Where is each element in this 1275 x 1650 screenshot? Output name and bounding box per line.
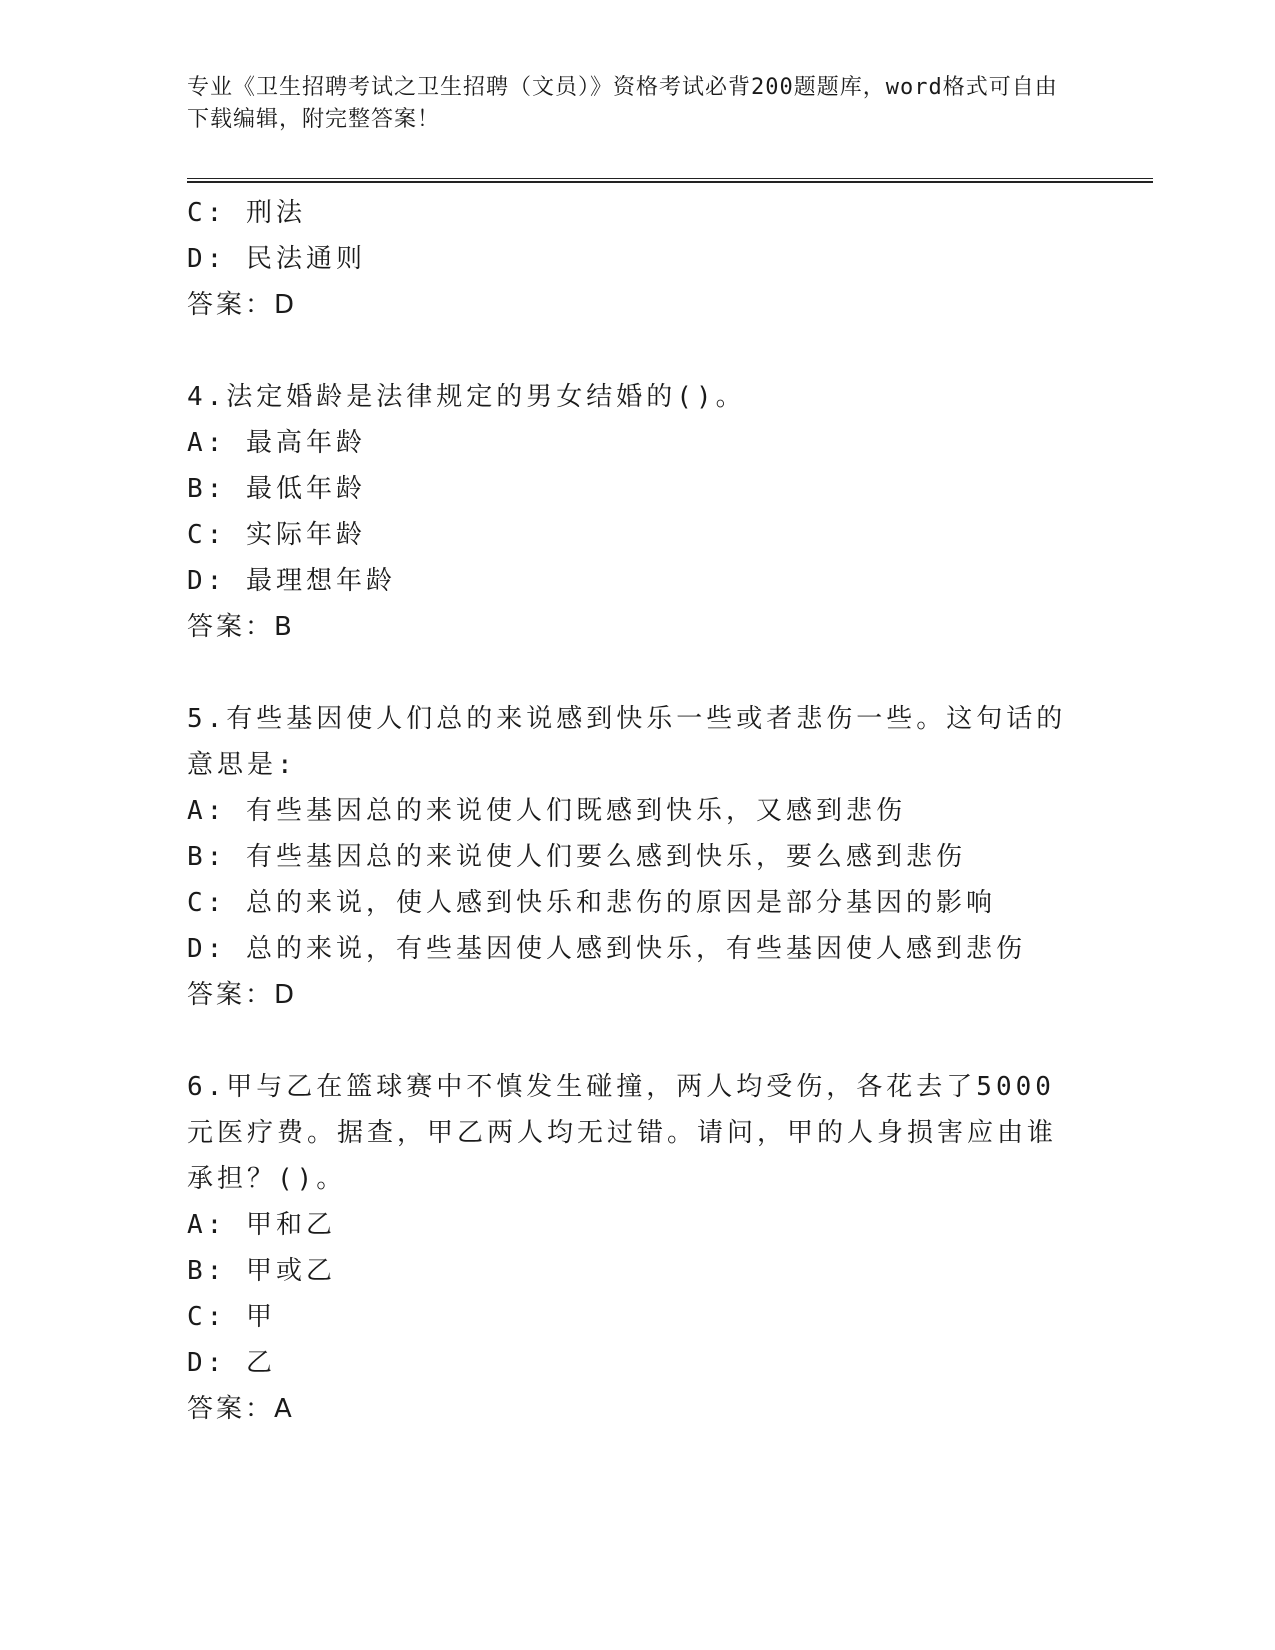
option-b: B: 最低年龄 [187, 474, 366, 504]
option-d: D: 总的来说，有些基因使人感到快乐，有些基因使人感到悲伤 [187, 934, 1026, 964]
option-a: A: 有些基因总的来说使人们既感到快乐，又感到悲伤 [187, 796, 906, 826]
option-d: D: 民法通则 [187, 244, 366, 274]
question-6-text: 6.甲与乙在篮球赛中不慎发生碰撞，两人均受伤，各花去了5000元医疗费。据查，甲乙两人均无过错。请问，甲的人身损害应由谁承担？()。 [187, 1072, 1058, 1194]
option-a: A: 最高年龄 [187, 428, 366, 458]
answer-line: 答案：A [187, 1394, 295, 1424]
option-d: D: 乙 [187, 1348, 276, 1378]
answer-line: 答案：D [187, 980, 298, 1010]
answer-line: 答案：B [187, 612, 295, 642]
question-5-text: 5.有些基因使人们总的来说感到快乐一些或者悲伤一些。这句话的意思是: [187, 704, 1067, 780]
question-4-text: 4.法定婚龄是法律规定的男女结婚的()。 [187, 382, 746, 412]
option-c: C: 甲 [187, 1302, 276, 1332]
spacer [187, 328, 1153, 374]
option-d: D: 最理想年龄 [187, 566, 396, 596]
option-a: A: 甲和乙 [187, 1210, 336, 1240]
header-divider [187, 178, 1153, 183]
spacer [187, 1018, 1153, 1064]
document-header: 专业《卫生招聘考试之卫生招聘（文员）》资格考试必背200题题库，word格式可自由下载编辑，附完整答案！ [187, 75, 1058, 132]
question-list [187, 190, 1153, 1432]
option-b: B: 甲或乙 [187, 1256, 336, 1286]
answer-line: 答案：D [187, 290, 298, 320]
spacer [187, 650, 1153, 696]
document-page [187, 72, 1153, 1432]
option-b: B: 有些基因总的来说使人们要么感到快乐，要么感到悲伤 [187, 842, 966, 872]
option-c: C: 刑法 [187, 198, 306, 228]
option-c: C: 总的来说，使人感到快乐和悲伤的原因是部分基因的影响 [187, 888, 996, 918]
option-c: C: 实际年龄 [187, 520, 366, 550]
